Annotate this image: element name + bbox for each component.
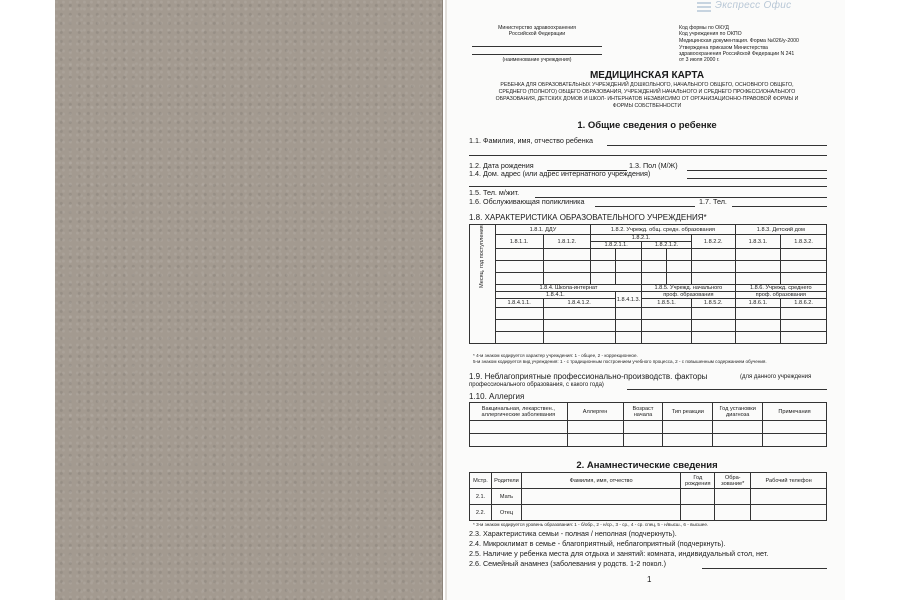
c-1851: 1.8.5.1. (642, 299, 692, 308)
allergy-col-diseases-a: Вакцинальная, лекарствен., (481, 405, 555, 412)
c-1843: 1.8.4.1.3. (615, 292, 641, 308)
field-institution-type-label: 1.8. ХАРАКТЕРИСТИКА ОБРАЗОВАТЕЛЬНОГО УЧРЕЖДЕНИЯ* (469, 213, 707, 222)
parents-col-who: Родители (491, 473, 521, 489)
field-phone-label: 1.5. Тел. м/жит. (469, 188, 520, 197)
field-hazards-hint2: профессионального образования, с какого года) (469, 382, 604, 388)
med-doc-form: Медицинская документация. Форма №026/у-2000 (679, 38, 799, 44)
h-186b: проф. образования (735, 292, 826, 299)
h-185a: 1.8.5. Учрежд. начального (642, 285, 735, 292)
field-address-line2 (469, 186, 827, 187)
institution-type-table (469, 224, 827, 344)
c-1821: 1.8.2.1. (591, 235, 692, 242)
note-18-1: * 4-м знаком кодируется характер учреждения: 1 - общее, 2 - коррекционное. (473, 353, 638, 358)
c-18411: 1.8.4.1.1. (495, 299, 543, 308)
field-fullname-label: 1.1. Фамилия, имя, отчество ребенка (469, 136, 594, 145)
c-1831: 1.8.3.1. (735, 235, 781, 249)
page-number: 1 (647, 575, 652, 584)
title-line3: ОБРАЗОВАНИЯ, ДЕТСКИХ ДОМОВ И ШКОЛ- ИНТЕРНАТОВ НЕЗАВИСИМО ОТ ОРГАНИЗАЦИОННО-ПРАВОВОЙ ФОРМЫ И (495, 96, 799, 102)
parents-col-edu (715, 473, 751, 489)
field-birthdate-label: 1.2. Дата рождения (469, 161, 534, 170)
field-family-climate: 2.4. Микроклимат в семье - благоприятный, неблагоприятный (подчеркнуть). (469, 539, 726, 548)
ministry-line1: Министерство здравоохранения (498, 25, 576, 31)
okud-code: Код формы по ОКУД (679, 25, 729, 31)
allergy-col-reaction: Тип реакции (663, 403, 713, 421)
h-182: 1.8.2. Учрежд. общ. средн. образования (591, 225, 735, 235)
parents-col-year (681, 473, 715, 489)
field-fullname-line2 (469, 155, 827, 156)
section1-heading: 1. Общие сведения о ребенке (577, 120, 717, 131)
okpo-code: Код учреждения по ОКПО (679, 31, 742, 37)
c-18212: 1.8.2.1.2. (642, 242, 692, 249)
title-line2: СРЕДНЕГО (ПОЛНОГО) ОБЩЕГО ОБРАЗОВАНИЯ, УЧРЕЖДЕНИЙ НАЧАЛЬНОГО И СРЕДНЕГО ПРОФЕССИОНАЛЬНОГО (498, 89, 796, 95)
h-185b: проф. образования (642, 292, 735, 299)
h-183: 1.8.3. Детский дом (735, 225, 826, 235)
h-184: 1.8.4. Школа-интернат (495, 285, 641, 292)
row-mother-no: 2.1. (470, 489, 492, 505)
field-fullname-line (607, 145, 827, 146)
arrival-month-year-label: Месяц, год поступления (479, 225, 486, 288)
field-clinic-label: 1.6. Обслуживающая поликлиника (469, 197, 585, 206)
allergy-col-age-a: Возраст (632, 405, 654, 412)
allergy-col-age (623, 403, 663, 421)
parents-col-year-b: рождения (685, 480, 711, 487)
field-hazards-hint1: (для данного учреждения (740, 374, 812, 380)
watermark: Экспресс Офис (715, 0, 792, 11)
c-1832: 1.8.3.2. (781, 235, 827, 249)
row-mother-who: Мать (491, 489, 521, 505)
note-education: * 3-м знаком кодируется уровень образования: 1 - б/обр., 2 - н/ср., 3 - ср., 4 - ср. спец, 5 - н/высш., 6 - высшее. (473, 522, 709, 527)
card-title: МЕДИЦИНСКАЯ КАРТА (589, 70, 705, 81)
c-1812: 1.8.1.2. (543, 235, 591, 249)
c-1811: 1.8.1.1. (495, 235, 543, 249)
allergy-col-year-b: диагноза (726, 411, 750, 418)
field-clinic-line (595, 206, 695, 207)
institution-line (472, 46, 602, 47)
allergy-col-diseases-b: аллергические заболевания (481, 411, 556, 418)
row-father-who: Отец (491, 505, 521, 521)
allergy-col-allergen: Аллерген (567, 403, 623, 421)
c-18412: 1.8.4.1.2. (543, 299, 615, 308)
c-1841: 1.8.4.1. (495, 292, 615, 299)
c-1862: 1.8.6.2. (781, 299, 827, 308)
allergy-table (469, 402, 827, 447)
field-study-place: 2.5. Наличие у ребенка места для отдыха и занятий: комната, индивидуальный стол, нет. (469, 549, 769, 558)
c-1852: 1.8.5.2. (691, 299, 735, 308)
note-18-2: 5-м знаком кодируется вид учреждения: 1 - с традиционным построением учебного процесса, 2 - с повышенным содержанием обучения. (473, 359, 767, 364)
title-line4: ФОРМЫ СОБСТВЕННОСТИ (612, 103, 682, 109)
ministry-line2: Российской Федерации (508, 31, 566, 37)
row-father-no: 2.2. (470, 505, 492, 521)
approved-line3: от 3 июля 2000 г. (679, 57, 720, 63)
book-cover (55, 0, 443, 600)
arrival-month-year-cell (470, 225, 496, 344)
field-address-label: 1.4. Дом. адрес (или адрес интернатного учреждения) (469, 169, 651, 178)
parents-table (469, 472, 827, 521)
parents-col-mstr: Мстр. (470, 473, 492, 489)
field-family-type: 2.3. Характеристика семьи - полная / неполная (подчеркнуть). (469, 529, 677, 538)
allergy-col-age-b: начала (633, 411, 653, 418)
field-clinic-phone-line (732, 206, 827, 207)
field-clinic-phone-label: 1.7. Тел. (699, 197, 727, 206)
parents-col-edu-b: зование* (721, 480, 745, 487)
institution-line-2 (472, 54, 602, 55)
watermark-logo-icon (697, 2, 711, 14)
approved-line2: здравоохранения Российской Федерации N 241 (679, 51, 795, 57)
parents-col-fio: Фамилия, имя, отчество (521, 473, 680, 489)
allergy-label: 1.10. Аллергия (469, 392, 525, 401)
h-181: 1.8.1. ДДУ (495, 225, 590, 235)
field-hazards-label: 1.9. Неблагоприятные профессионально-производств. факторы (469, 372, 708, 381)
field-sex-label: 1.3. Пол (М/Ж) (629, 161, 678, 170)
parents-col-edu-a: Обра- (724, 474, 741, 481)
form-page (445, 0, 845, 600)
field-address-line (687, 178, 827, 179)
allergy-col-year-a: Год установки (719, 405, 756, 412)
c-1861: 1.8.6.1. (735, 299, 781, 308)
c-1822: 1.8.2.2. (691, 235, 735, 249)
h-186a: 1.8.6. Учрежд. среднего (735, 285, 826, 292)
parents-col-phone: Рабочий телефон (751, 473, 827, 489)
field-family-history-line (702, 568, 827, 569)
title-line1: РЕБЕНКА ДЛЯ ОБРАЗОВАТЕЛЬНЫХ УЧРЕЖДЕНИЙ ДОШКОЛЬНОГО, НАЧАЛЬНОГО ОБЩЕГО, ОСНОВНОГО ОБЩЕГО, (500, 82, 794, 88)
field-family-history: 2.6. Семейный анамнез (заболевания у родств. 1-2 покол.) (469, 559, 666, 568)
parents-col-year-a: Год (693, 474, 703, 481)
section2-heading: 2. Анамнестические сведения (576, 460, 718, 471)
allergy-col-year (713, 403, 763, 421)
field-hazards-line (627, 389, 827, 390)
field-sex-line (687, 170, 827, 171)
c-18211: 1.8.2.1.1. (591, 242, 642, 249)
approved-line1: Утверждена приказом Министерства (679, 45, 768, 51)
allergy-col-notes: Примечания (763, 403, 827, 421)
allergy-col-diseases (470, 403, 568, 421)
institution-caption: (наименование учреждения) (502, 57, 572, 63)
